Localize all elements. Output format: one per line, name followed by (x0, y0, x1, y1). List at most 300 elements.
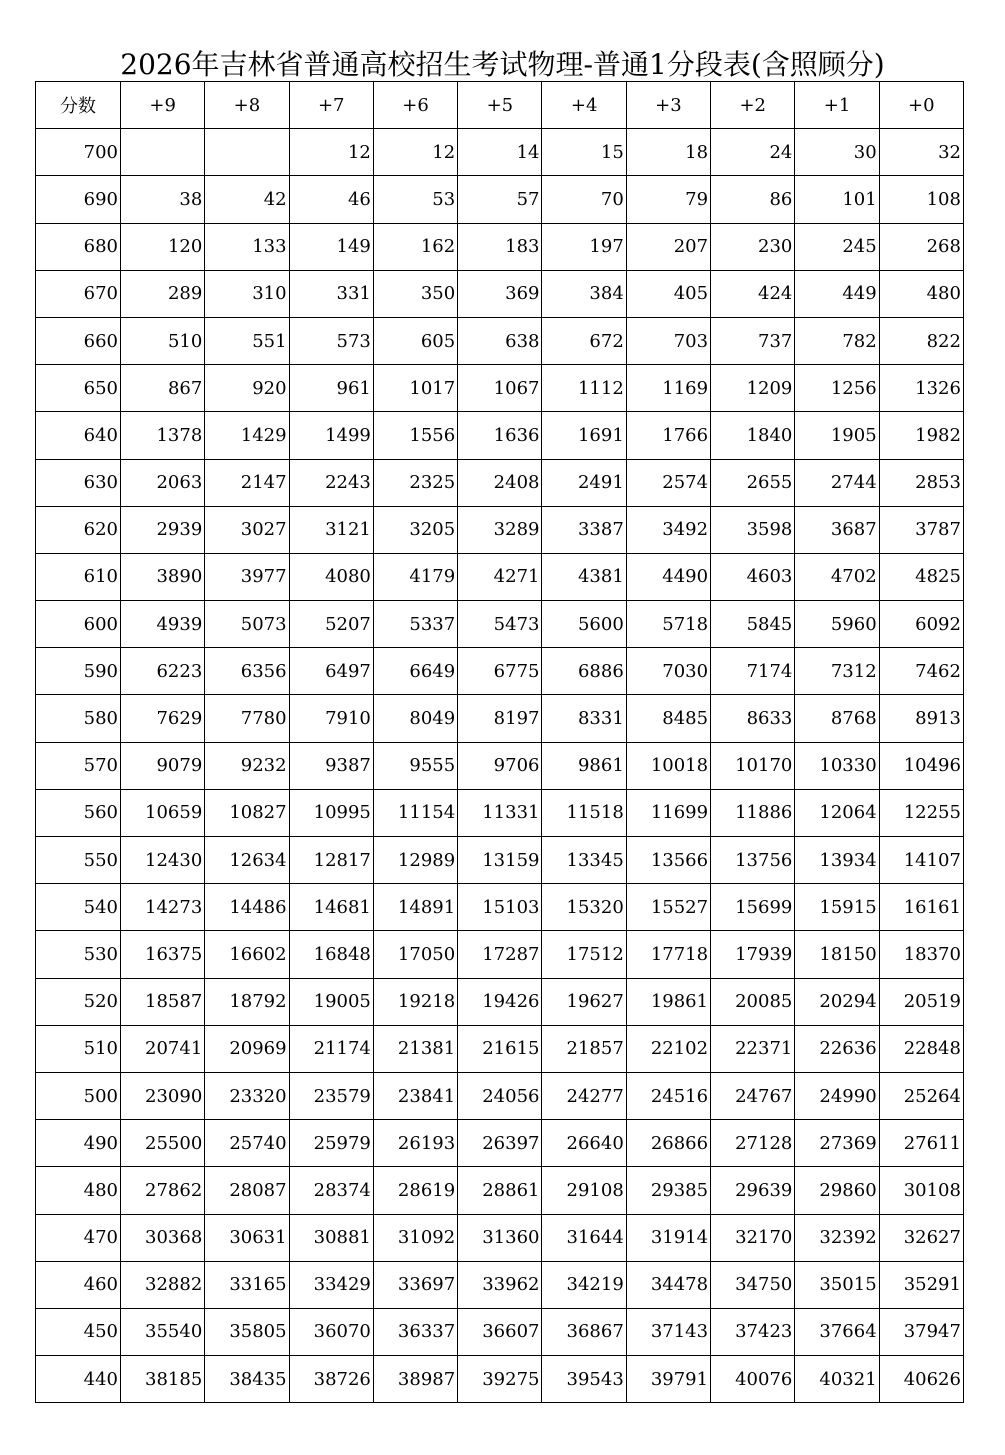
cumulative-count-cell: 12989 (373, 837, 457, 884)
cumulative-count-cell: 289 (121, 270, 205, 317)
cumulative-count-cell: 11518 (542, 789, 626, 836)
cumulative-count-cell: 7030 (626, 648, 710, 695)
cumulative-count-cell: 2744 (795, 459, 879, 506)
cumulative-count-cell: 961 (289, 365, 373, 412)
cumulative-count-cell: 28861 (458, 1167, 542, 1214)
cumulative-count-cell: 11331 (458, 789, 542, 836)
cumulative-count-cell: 12064 (795, 789, 879, 836)
cumulative-count-cell: 10827 (205, 789, 289, 836)
cumulative-count-cell: 9232 (205, 742, 289, 789)
score-distribution-table (35, 81, 964, 1403)
cumulative-count-cell: 4271 (458, 553, 542, 600)
cumulative-count-cell: 30881 (289, 1214, 373, 1261)
cumulative-count-cell: 1556 (373, 412, 457, 459)
table-row (36, 1308, 964, 1355)
cumulative-count-cell: 36337 (373, 1308, 457, 1355)
cumulative-count-cell: 18792 (205, 978, 289, 1025)
table-row (36, 1261, 964, 1308)
cumulative-count-cell: 16848 (289, 931, 373, 978)
cumulative-count-cell: 40076 (711, 1356, 795, 1403)
cumulative-count-cell: 13345 (542, 837, 626, 884)
cumulative-count-cell: 37423 (711, 1308, 795, 1355)
cumulative-count-cell: 10995 (289, 789, 373, 836)
cumulative-count-cell: 36070 (289, 1308, 373, 1355)
cumulative-count-cell: 1766 (626, 412, 710, 459)
cumulative-count-cell: 3289 (458, 506, 542, 553)
cumulative-count-cell: 2853 (879, 459, 963, 506)
cumulative-count-cell: 920 (205, 365, 289, 412)
cumulative-count-cell: 79 (626, 176, 710, 223)
cumulative-count-cell: 9079 (121, 742, 205, 789)
cumulative-count-cell: 32627 (879, 1214, 963, 1261)
cumulative-count-cell: 28619 (373, 1167, 457, 1214)
cumulative-count-cell: 22102 (626, 1025, 710, 1072)
cumulative-count-cell: 2243 (289, 459, 373, 506)
score-cell: 500 (36, 1072, 121, 1119)
cumulative-count-cell: 15527 (626, 884, 710, 931)
cumulative-count-cell: 32170 (711, 1214, 795, 1261)
table-row (36, 553, 964, 600)
cumulative-count-cell: 510 (121, 317, 205, 364)
cumulative-count-cell: 10330 (795, 742, 879, 789)
cumulative-count-cell: 46 (289, 176, 373, 223)
cumulative-count-cell: 24277 (542, 1072, 626, 1119)
cumulative-count-cell: 32 (879, 129, 963, 176)
cumulative-count-cell: 384 (542, 270, 626, 317)
header-offset: +3 (626, 82, 710, 129)
cumulative-count-cell: 15 (542, 129, 626, 176)
cumulative-count-cell: 17287 (458, 931, 542, 978)
cumulative-count-cell: 20294 (795, 978, 879, 1025)
cumulative-count-cell: 53 (373, 176, 457, 223)
cumulative-count-cell: 32392 (795, 1214, 879, 1261)
cumulative-count-cell: 24767 (711, 1072, 795, 1119)
cumulative-count-cell: 3687 (795, 506, 879, 553)
table-row (36, 1356, 964, 1403)
page-title: 2026年吉林省普通高校招生考试物理-普通1分段表(含照顾分) (120, 48, 885, 81)
cumulative-count-cell: 310 (205, 270, 289, 317)
cumulative-count-cell: 867 (121, 365, 205, 412)
cumulative-count-cell: 18370 (879, 931, 963, 978)
table-row (36, 884, 964, 931)
score-cell: 620 (36, 506, 121, 553)
table-row (36, 1025, 964, 1072)
cumulative-count-cell: 13159 (458, 837, 542, 884)
score-cell: 660 (36, 317, 121, 364)
score-cell: 440 (36, 1356, 121, 1403)
cumulative-count-cell: 29860 (795, 1167, 879, 1214)
cumulative-count-cell: 22371 (711, 1025, 795, 1072)
cumulative-count-cell: 8913 (879, 695, 963, 742)
table-row (36, 1214, 964, 1261)
cumulative-count-cell: 42 (205, 176, 289, 223)
cumulative-count-cell: 70 (542, 176, 626, 223)
cumulative-count-cell: 6356 (205, 648, 289, 695)
cumulative-count-cell: 26397 (458, 1120, 542, 1167)
cumulative-count-cell: 31644 (542, 1214, 626, 1261)
cumulative-count-cell: 1169 (626, 365, 710, 412)
cumulative-count-cell: 14 (458, 129, 542, 176)
cumulative-count-cell: 27611 (879, 1120, 963, 1167)
score-cell: 460 (36, 1261, 121, 1308)
cumulative-count-cell: 101 (795, 176, 879, 223)
cumulative-count-cell: 331 (289, 270, 373, 317)
cumulative-count-cell: 2063 (121, 459, 205, 506)
cumulative-count-cell: 21381 (373, 1025, 457, 1072)
cumulative-count-cell: 2491 (542, 459, 626, 506)
cumulative-count-cell: 449 (795, 270, 879, 317)
cumulative-count-cell: 21857 (542, 1025, 626, 1072)
cumulative-count-cell: 9555 (373, 742, 457, 789)
cumulative-count-cell: 480 (879, 270, 963, 317)
cumulative-count-cell: 16375 (121, 931, 205, 978)
cumulative-count-cell: 33165 (205, 1261, 289, 1308)
cumulative-count-cell: 38726 (289, 1356, 373, 1403)
cumulative-count-cell: 5073 (205, 601, 289, 648)
cumulative-count-cell: 5600 (542, 601, 626, 648)
cumulative-count-cell: 27862 (121, 1167, 205, 1214)
cumulative-count-cell: 25500 (121, 1120, 205, 1167)
cumulative-count-cell: 38185 (121, 1356, 205, 1403)
cumulative-count-cell: 31360 (458, 1214, 542, 1261)
cumulative-count-cell: 29639 (711, 1167, 795, 1214)
header-score: 分数 (36, 82, 121, 129)
cumulative-count-cell: 26640 (542, 1120, 626, 1167)
score-cell: 530 (36, 931, 121, 978)
cumulative-count-cell: 1256 (795, 365, 879, 412)
cumulative-count-cell: 551 (205, 317, 289, 364)
cumulative-count-cell: 350 (373, 270, 457, 317)
cumulative-count-cell: 19627 (542, 978, 626, 1025)
cumulative-count-cell: 207 (626, 223, 710, 270)
cumulative-count-cell: 7174 (711, 648, 795, 695)
cumulative-count-cell: 24516 (626, 1072, 710, 1119)
header-offset: +9 (121, 82, 205, 129)
header-offset: +7 (289, 82, 373, 129)
cumulative-count-cell: 2574 (626, 459, 710, 506)
cumulative-count-cell: 13756 (711, 837, 795, 884)
cumulative-count-cell: 35015 (795, 1261, 879, 1308)
cumulative-count-cell: 17718 (626, 931, 710, 978)
cumulative-count-cell: 20741 (121, 1025, 205, 1072)
cumulative-count-cell: 17939 (711, 931, 795, 978)
cumulative-count-cell: 149 (289, 223, 373, 270)
cumulative-count-cell: 424 (711, 270, 795, 317)
cumulative-count-cell: 12 (289, 129, 373, 176)
cumulative-count-cell: 11699 (626, 789, 710, 836)
cumulative-count-cell: 33429 (289, 1261, 373, 1308)
cumulative-count-cell: 21615 (458, 1025, 542, 1072)
score-cell: 600 (36, 601, 121, 648)
cumulative-count-cell: 27369 (795, 1120, 879, 1167)
score-cell: 670 (36, 270, 121, 317)
cumulative-count-cell: 33697 (373, 1261, 457, 1308)
score-cell: 450 (36, 1308, 121, 1355)
cumulative-count-cell: 34750 (711, 1261, 795, 1308)
cumulative-count-cell: 3387 (542, 506, 626, 553)
table-row (36, 506, 964, 553)
score-cell: 510 (36, 1025, 121, 1072)
cumulative-count-cell: 30108 (879, 1167, 963, 1214)
cumulative-count-cell: 12817 (289, 837, 373, 884)
cumulative-count-cell: 20085 (711, 978, 795, 1025)
cumulative-count-cell: 3121 (289, 506, 373, 553)
cumulative-count-cell: 133 (205, 223, 289, 270)
cumulative-count-cell: 10018 (626, 742, 710, 789)
cumulative-count-cell: 605 (373, 317, 457, 364)
cumulative-count-cell: 162 (373, 223, 457, 270)
cumulative-count-cell: 35805 (205, 1308, 289, 1355)
cumulative-count-cell: 17512 (542, 931, 626, 978)
cumulative-count-cell: 25740 (205, 1120, 289, 1167)
cumulative-count-cell: 19426 (458, 978, 542, 1025)
cumulative-count-cell: 25979 (289, 1120, 373, 1167)
cumulative-count-cell: 40626 (879, 1356, 963, 1403)
header-offset: +8 (205, 82, 289, 129)
cumulative-count-cell: 1429 (205, 412, 289, 459)
cumulative-count-cell: 4825 (879, 553, 963, 600)
cumulative-count-cell: 3492 (626, 506, 710, 553)
cumulative-count-cell: 16602 (205, 931, 289, 978)
cumulative-count-cell: 23841 (373, 1072, 457, 1119)
cumulative-count-cell: 7910 (289, 695, 373, 742)
header-offset: +1 (795, 82, 879, 129)
cumulative-count-cell: 3977 (205, 553, 289, 600)
cumulative-count-cell: 1209 (711, 365, 795, 412)
table-row (36, 129, 964, 176)
cumulative-count-cell: 14891 (373, 884, 457, 931)
score-cell: 700 (36, 129, 121, 176)
score-cell: 540 (36, 884, 121, 931)
cumulative-count-cell: 29385 (626, 1167, 710, 1214)
cumulative-count-cell: 108 (879, 176, 963, 223)
cumulative-count-cell: 19218 (373, 978, 457, 1025)
table-row (36, 742, 964, 789)
cumulative-count-cell: 7780 (205, 695, 289, 742)
cumulative-count-cell: 24990 (795, 1072, 879, 1119)
cumulative-count-cell: 5718 (626, 601, 710, 648)
table-row (36, 1072, 964, 1119)
cumulative-count-cell: 3205 (373, 506, 457, 553)
cumulative-count-cell: 35291 (879, 1261, 963, 1308)
cumulative-count-cell: 57 (458, 176, 542, 223)
score-cell: 470 (36, 1214, 121, 1261)
cumulative-count-cell: 6649 (373, 648, 457, 695)
cumulative-count-cell: 37947 (879, 1308, 963, 1355)
table-row (36, 223, 964, 270)
cumulative-count-cell: 31092 (373, 1214, 457, 1261)
cumulative-count-cell: 4702 (795, 553, 879, 600)
cumulative-count-cell: 24056 (458, 1072, 542, 1119)
cumulative-count-cell: 25264 (879, 1072, 963, 1119)
cumulative-count-cell: 5337 (373, 601, 457, 648)
cumulative-count-cell: 3598 (711, 506, 795, 553)
header-offset: +4 (542, 82, 626, 129)
cumulative-count-cell: 23579 (289, 1072, 373, 1119)
cumulative-count-cell: 8331 (542, 695, 626, 742)
cumulative-count-cell: 5473 (458, 601, 542, 648)
score-cell: 520 (36, 978, 121, 1025)
cumulative-count-cell: 5960 (795, 601, 879, 648)
cumulative-count-cell: 14681 (289, 884, 373, 931)
cumulative-count-cell: 10170 (711, 742, 795, 789)
table-row (36, 931, 964, 978)
cumulative-count-cell: 1905 (795, 412, 879, 459)
score-cell: 640 (36, 412, 121, 459)
cumulative-count-cell: 1691 (542, 412, 626, 459)
cumulative-count-cell (121, 129, 205, 176)
cumulative-count-cell: 8049 (373, 695, 457, 742)
cumulative-count-cell: 26193 (373, 1120, 457, 1167)
cumulative-count-cell: 11154 (373, 789, 457, 836)
header-offset: +6 (373, 82, 457, 129)
cumulative-count-cell: 33962 (458, 1261, 542, 1308)
header-offset: +2 (711, 82, 795, 129)
cumulative-count-cell: 672 (542, 317, 626, 364)
table-row (36, 978, 964, 1025)
cumulative-count-cell: 12430 (121, 837, 205, 884)
cumulative-count-cell: 19005 (289, 978, 373, 1025)
cumulative-count-cell: 22848 (879, 1025, 963, 1072)
score-cell: 570 (36, 742, 121, 789)
cumulative-count-cell: 34478 (626, 1261, 710, 1308)
cumulative-count-cell: 18150 (795, 931, 879, 978)
score-cell: 650 (36, 365, 121, 412)
table-row (36, 270, 964, 317)
cumulative-count-cell: 15915 (795, 884, 879, 931)
cumulative-count-cell: 31914 (626, 1214, 710, 1261)
cumulative-count-cell: 30368 (121, 1214, 205, 1261)
cumulative-count-cell: 22636 (795, 1025, 879, 1072)
score-cell: 560 (36, 789, 121, 836)
cumulative-count-cell: 9706 (458, 742, 542, 789)
cumulative-count-cell: 12634 (205, 837, 289, 884)
cumulative-count-cell: 6092 (879, 601, 963, 648)
cumulative-count-cell: 405 (626, 270, 710, 317)
cumulative-count-cell: 24 (711, 129, 795, 176)
cumulative-count-cell: 7462 (879, 648, 963, 695)
header-offset: +5 (458, 82, 542, 129)
cumulative-count-cell: 18587 (121, 978, 205, 1025)
cumulative-count-cell: 13934 (795, 837, 879, 884)
score-cell: 480 (36, 1167, 121, 1214)
header-offset: +0 (879, 82, 963, 129)
cumulative-count-cell: 8197 (458, 695, 542, 742)
cumulative-count-cell: 4179 (373, 553, 457, 600)
table-header-row (36, 82, 964, 129)
cumulative-count-cell: 1499 (289, 412, 373, 459)
cumulative-count-cell: 30631 (205, 1214, 289, 1261)
cumulative-count-cell: 14107 (879, 837, 963, 884)
cumulative-count-cell: 38 (121, 176, 205, 223)
cumulative-count-cell: 36867 (542, 1308, 626, 1355)
cumulative-count-cell: 6775 (458, 648, 542, 695)
cumulative-count-cell: 10496 (879, 742, 963, 789)
score-cell: 630 (36, 459, 121, 506)
table-row (36, 412, 964, 459)
cumulative-count-cell: 2939 (121, 506, 205, 553)
cumulative-count-cell: 369 (458, 270, 542, 317)
cumulative-count-cell: 9387 (289, 742, 373, 789)
cumulative-count-cell: 26866 (626, 1120, 710, 1167)
cumulative-count-cell: 2408 (458, 459, 542, 506)
cumulative-count-cell: 1982 (879, 412, 963, 459)
cumulative-count-cell: 5207 (289, 601, 373, 648)
cumulative-count-cell: 8768 (795, 695, 879, 742)
score-cell: 680 (36, 223, 121, 270)
table-row (36, 1167, 964, 1214)
cumulative-count-cell: 15320 (542, 884, 626, 931)
cumulative-count-cell: 7629 (121, 695, 205, 742)
cumulative-count-cell: 40321 (795, 1356, 879, 1403)
table-row (36, 837, 964, 884)
cumulative-count-cell: 4603 (711, 553, 795, 600)
cumulative-count-cell: 28374 (289, 1167, 373, 1214)
cumulative-count-cell: 38435 (205, 1356, 289, 1403)
cumulative-count-cell: 1378 (121, 412, 205, 459)
table-row (36, 459, 964, 506)
cumulative-count-cell: 197 (542, 223, 626, 270)
table-row (36, 317, 964, 364)
cumulative-count-cell: 3027 (205, 506, 289, 553)
cumulative-count-cell: 20969 (205, 1025, 289, 1072)
cumulative-count-cell: 4080 (289, 553, 373, 600)
cumulative-count-cell: 1636 (458, 412, 542, 459)
cumulative-count-cell: 35540 (121, 1308, 205, 1355)
table-row (36, 695, 964, 742)
cumulative-count-cell: 28087 (205, 1167, 289, 1214)
cumulative-count-cell: 19861 (626, 978, 710, 1025)
cumulative-count-cell: 5845 (711, 601, 795, 648)
cumulative-count-cell: 6497 (289, 648, 373, 695)
cumulative-count-cell: 12 (373, 129, 457, 176)
cumulative-count-cell: 1067 (458, 365, 542, 412)
cumulative-count-cell: 13566 (626, 837, 710, 884)
table-row (36, 176, 964, 223)
cumulative-count-cell: 1112 (542, 365, 626, 412)
cumulative-count-cell: 36607 (458, 1308, 542, 1355)
cumulative-count-cell: 268 (879, 223, 963, 270)
score-cell: 610 (36, 553, 121, 600)
cumulative-count-cell: 27128 (711, 1120, 795, 1167)
cumulative-count-cell: 7312 (795, 648, 879, 695)
cumulative-count-cell: 37664 (795, 1308, 879, 1355)
cumulative-count-cell: 1017 (373, 365, 457, 412)
cumulative-count-cell: 23320 (205, 1072, 289, 1119)
score-cell: 550 (36, 837, 121, 884)
cumulative-count-cell: 9861 (542, 742, 626, 789)
cumulative-count-cell: 10659 (121, 789, 205, 836)
cumulative-count-cell: 37143 (626, 1308, 710, 1355)
cumulative-count-cell: 12255 (879, 789, 963, 836)
cumulative-count-cell: 782 (795, 317, 879, 364)
cumulative-count-cell: 23090 (121, 1072, 205, 1119)
cumulative-count-cell: 39543 (542, 1356, 626, 1403)
score-cell: 490 (36, 1120, 121, 1167)
cumulative-count-cell: 230 (711, 223, 795, 270)
cumulative-count-cell: 39275 (458, 1356, 542, 1403)
table-row (36, 648, 964, 695)
cumulative-count-cell: 822 (879, 317, 963, 364)
cumulative-count-cell: 15103 (458, 884, 542, 931)
cumulative-count-cell: 3787 (879, 506, 963, 553)
cumulative-count-cell: 32882 (121, 1261, 205, 1308)
cumulative-count-cell: 4381 (542, 553, 626, 600)
cumulative-count-cell: 3890 (121, 553, 205, 600)
cumulative-count-cell: 34219 (542, 1261, 626, 1308)
cumulative-count-cell: 30 (795, 129, 879, 176)
cumulative-count-cell: 120 (121, 223, 205, 270)
